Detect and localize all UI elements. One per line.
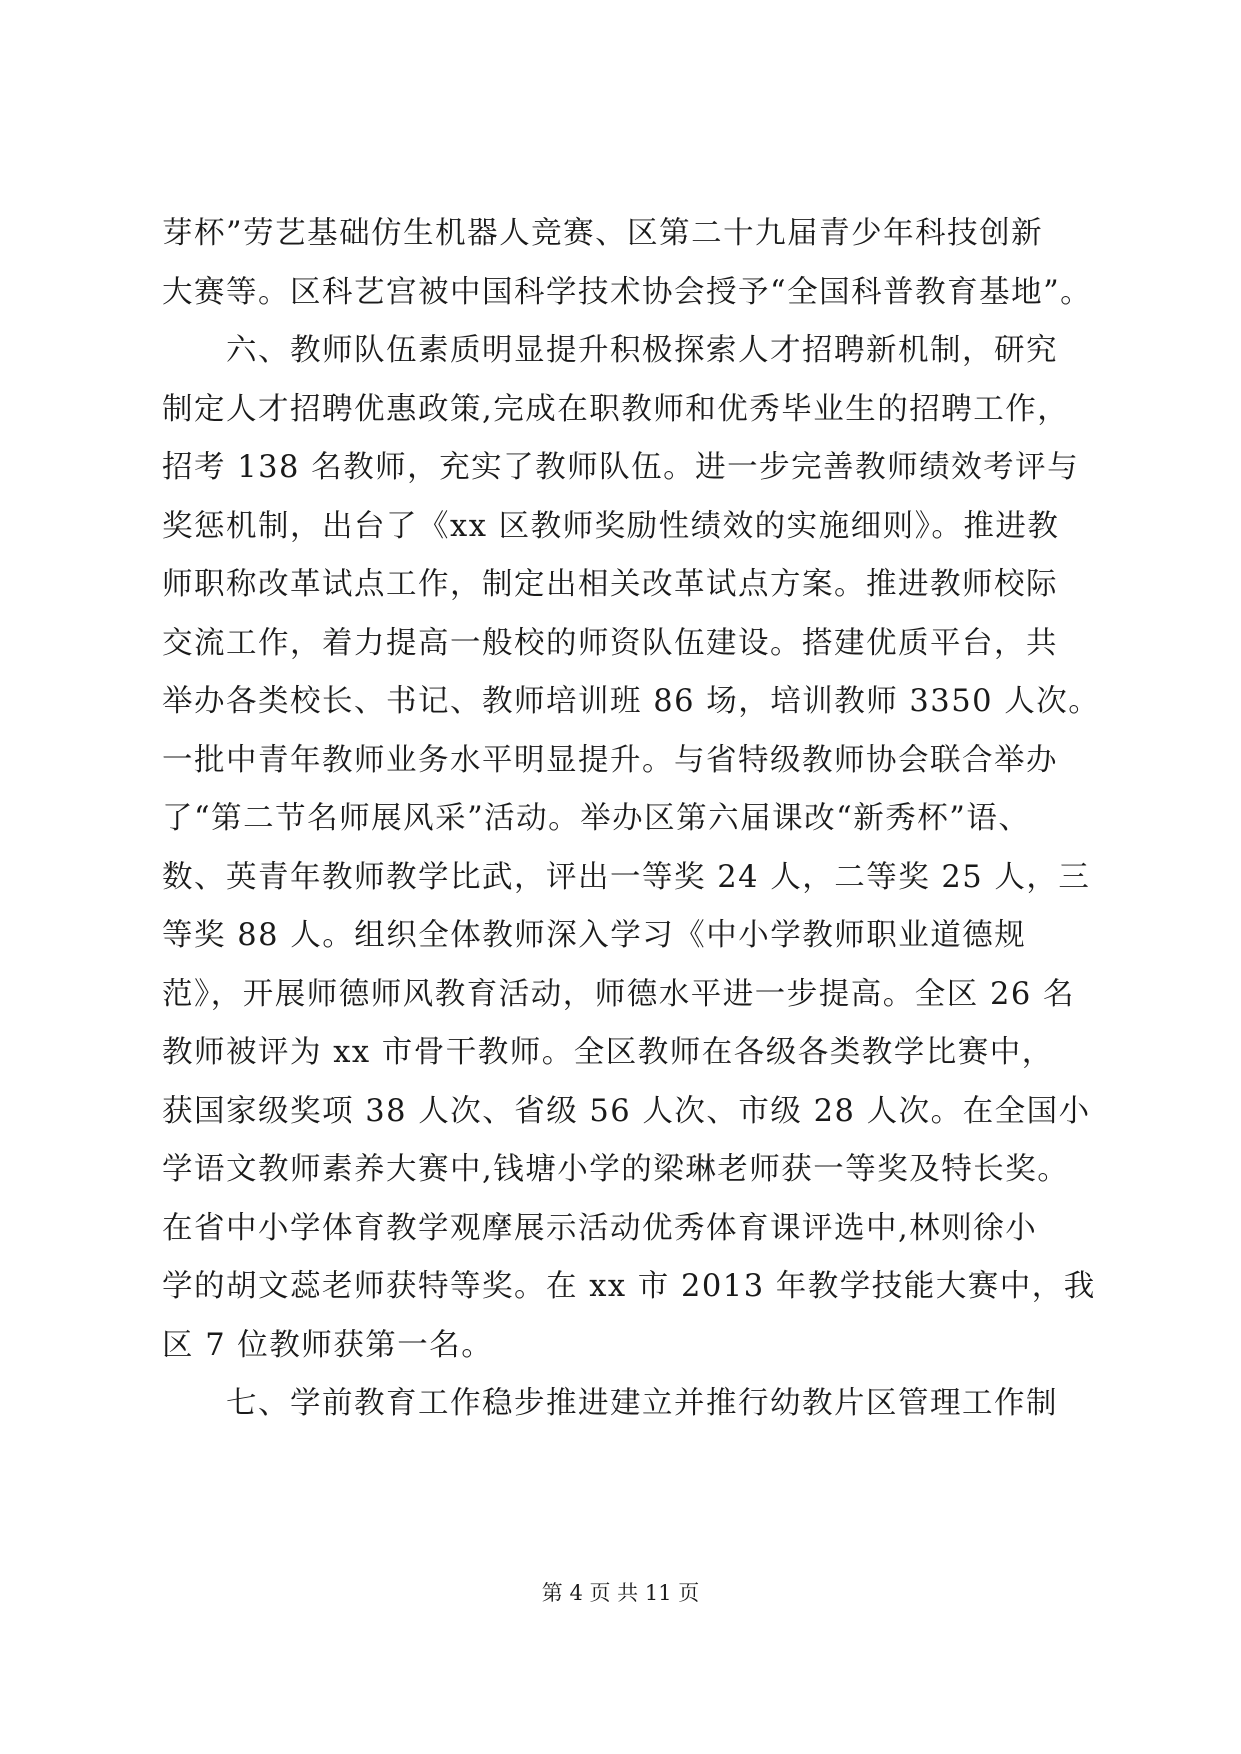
text-line: 教师被评为 xx 市骨干教师。全区教师在各级各类教学比赛中，: [162, 1035, 1054, 1070]
page-number-footer: 第 4 页 共 11 页: [541, 1581, 700, 1605]
text-line: 范》，开展师德师风教育活动，师德水平进一步提高。全区 26 名: [162, 976, 1075, 1012]
text-line: 区 7 位教师获第一名。: [162, 1327, 494, 1363]
text-line: 师职称改革试点工作，制定出相关改革试点方案。推进教师校际: [162, 567, 1058, 602]
text-line: 交流工作，着力提高一般校的师资队伍建设。搭建优质平台，共: [162, 625, 1058, 661]
text-line: 芽杯”劳艺基础仿生机器人竞赛、区第二十九届青少年科技创新: [162, 216, 1044, 251]
text-line: 举办各类校长、书记、教师培训班 86 场，培训教师 3350 人次。: [162, 684, 1101, 719]
text-line: 等奖 88 人。组织全体教师深入学习《中小学教师职业道德规: [162, 918, 1027, 953]
text-line: 了“第二节名师展风采”活动。举办区第六届课改“新秀杯”语、: [162, 801, 1031, 836]
text-line: 奖惩机制，出台了《xx 区教师奖励性绩效的实施细则》。推进教: [162, 508, 1060, 544]
text-line: 数、英青年教师教学比武，评出一等奖 24 人，二等奖 25 人，三: [162, 859, 1091, 895]
body-text: [162, 205, 1101, 1434]
text-line: 大赛等。区科艺宫被中国科学技术协会授予“全国科普教育基地”。: [162, 274, 1093, 310]
text-line: 一批中青年教师业务水平明显提升。与省特级教师协会联合举办: [162, 742, 1058, 778]
text-line: 在省中小学体育教学观摩展示活动优秀体育课评选中,林则徐小: [162, 1210, 1038, 1246]
text-line: 制定人才招聘优惠政策,完成在职教师和优秀毕业生的招聘工作，: [162, 391, 1070, 427]
text-line: 七、学前教育工作稳步推进建立并推行幼教片区管理工作制: [162, 1386, 1058, 1421]
text-line: 六、教师队伍素质明显提升积极探索人才招聘新机制，研究: [162, 333, 1058, 368]
text-line: 获国家级奖项 38 人次、省级 56 人次、市级 28 人次。在全国小: [162, 1093, 1091, 1129]
text-line: 招考 138 名教师，充实了教师队伍。进一步完善教师绩效考评与: [162, 450, 1080, 485]
text-line: 学语文教师素养大赛中,钱塘小学的梁琳老师获一等奖及特长奖。: [162, 1152, 1070, 1187]
text-line: 学的胡文蕊老师获特等奖。在 xx 市 2013 年教学技能大赛中，我: [162, 1269, 1096, 1304]
